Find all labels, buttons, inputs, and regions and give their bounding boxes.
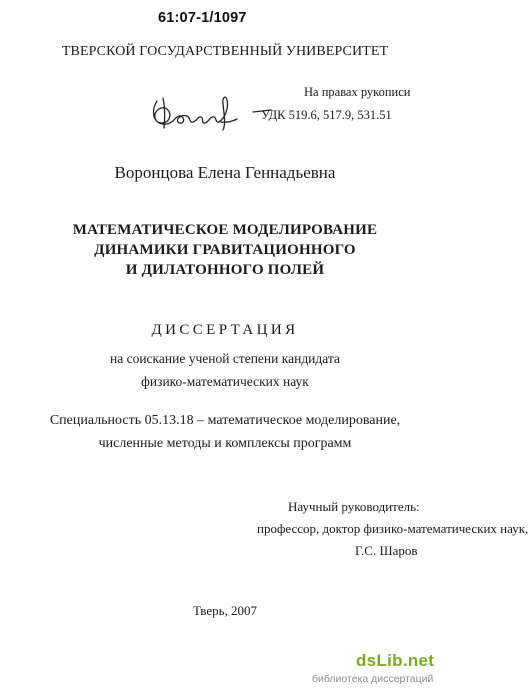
- document-code: 61:07-1/1097: [158, 10, 247, 26]
- handwritten-signature: [143, 92, 279, 134]
- thesis-title-line: И ДИЛАТОННОГО ПОЛЕЙ: [125, 262, 325, 278]
- manuscript-rights-note: На правах рукописи: [304, 85, 411, 99]
- thesis-title-line: ДИНАМИКИ ГРАВИТАЦИОННОГО: [94, 242, 356, 258]
- degree-line: на соискание ученой степени кандидата: [110, 351, 340, 366]
- document-type-heading: ДИССЕРТАЦИЯ: [151, 322, 299, 338]
- supervisor-label: Научный руководитель:: [288, 499, 420, 514]
- university-name: ТВЕРСКОЙ ГОСУДАРСТВЕННЫЙ УНИВЕРСИТЕТ: [61, 44, 389, 59]
- specialty-line: численные методы и комплексы программ: [98, 436, 352, 451]
- supervisor-rank: профессор, доктор физико-математических наук,: [257, 521, 528, 536]
- thesis-title-line: МАТЕМАТИЧЕСКОЕ МОДЕЛИРОВАНИЕ: [72, 222, 378, 238]
- specialty-line: Специальность 05.13.18 – математическое моделирование,: [49, 413, 401, 428]
- udk-code: УДК 519.6, 517.9, 531.51: [261, 108, 392, 122]
- supervisor-name: Г.С. Шаров: [355, 543, 418, 558]
- author-name: Воронцова Елена Геннадьевна: [114, 163, 336, 182]
- watermark-logo: dsLib.net: [356, 651, 435, 670]
- degree-line: физико-математических наук: [141, 374, 309, 389]
- city-year: Тверь, 2007: [192, 603, 258, 618]
- watermark: [298, 651, 448, 693]
- watermark-subtitle: библиотека диссертаций: [312, 673, 434, 685]
